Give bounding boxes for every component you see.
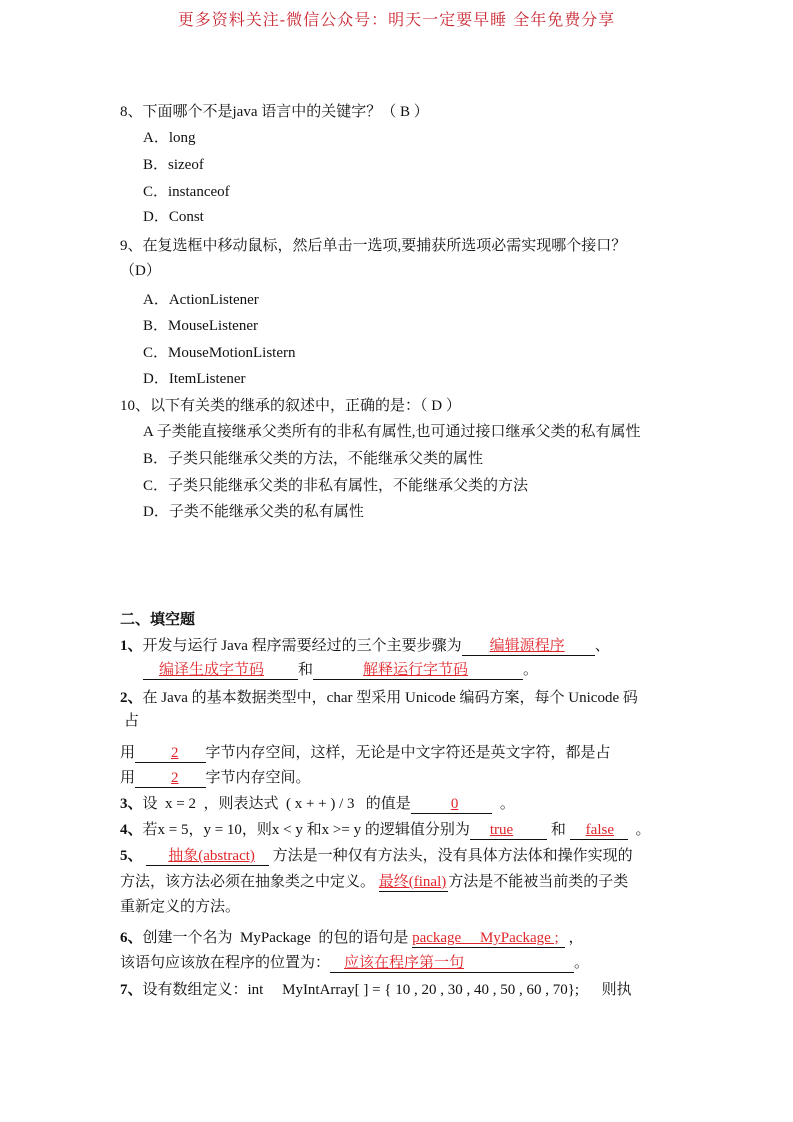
question-8: 8、下面哪个不是java 语言中的关键字？（ B ）: [120, 104, 429, 120]
fill-question-6: [120, 928, 583, 948]
q-text: 。: [492, 796, 515, 812]
q10-option-d: D．子类不能继承父类的私有属性: [143, 504, 364, 520]
answer: 最终(final): [378, 874, 447, 890]
fill-question-5: [120, 846, 633, 866]
q-number: 5、: [120, 848, 143, 864]
q-text: 用: [120, 770, 136, 786]
q-text: 、: [594, 638, 610, 654]
q-text: ，: [564, 930, 584, 946]
q-number: 2、: [120, 690, 143, 706]
q-text: 。: [628, 822, 651, 838]
q8-option-d: D．Const: [143, 209, 204, 225]
q-number: 1、: [120, 638, 143, 654]
answer: 2: [171, 770, 179, 786]
q10-option-b: B．子类只能继承父类的方法，不能继承父类的属性: [143, 451, 484, 467]
q9-option-d: D．ItemListener: [143, 371, 246, 387]
q-number: 4、: [120, 822, 143, 838]
answer: package MyPackage ;: [412, 930, 559, 946]
answer: 2: [171, 745, 179, 761]
q-text: 字节内存空间，这样，无论是中文字符还是英文字符，都是占: [205, 745, 611, 761]
q-text: 方法，该方法必须在抽象类之中定义。: [120, 874, 379, 890]
section-title: 二、填空题: [120, 612, 196, 628]
q-text: 重新定义的方法。: [120, 899, 241, 915]
fill-question-6-cont: [120, 953, 589, 973]
q-text: 。: [523, 662, 539, 678]
fill-question-2: [120, 688, 638, 708]
q-text: 字节内存空间。: [205, 770, 311, 786]
q9-option-b: B．MouseListener: [143, 318, 258, 334]
q-text: 方法是一种仅有方法头，没有具体方法体和操作实现的: [268, 848, 633, 864]
q-text: 。: [574, 955, 590, 971]
q9-answer: （D）: [120, 263, 161, 279]
q-text: 设有数组定义：int MyIntArray[ ] = { 10 , 20 , 30 , 40 , 50 , 60 , 70}; 则执: [142, 982, 632, 998]
q-text: 方法是不能被当前类的子类: [448, 874, 629, 890]
question-9: 9、在复选框中移动鼠标，然后单击一选项,要捕获所选项必需实现哪个接口？: [120, 238, 627, 254]
q8-option-c: C．instanceof: [143, 184, 230, 200]
q-text: 该语句应该放在程序的位置为：: [120, 955, 331, 971]
q-text: 在 Java 的基本数据类型中，char 型采用 Unicode 编码方案，每个 Unicode 码: [142, 690, 638, 706]
q9-option-a: A．ActionListener: [143, 292, 259, 308]
answer: 0: [450, 796, 459, 812]
fill-question-3: [120, 794, 515, 814]
fill-question-7: [120, 980, 632, 1000]
answer: true: [489, 822, 514, 838]
q-text: 和: [298, 662, 314, 678]
q8-option-b: B．sizeof: [143, 157, 204, 173]
q-text: 和: [550, 822, 570, 838]
q-number: 7、: [120, 982, 143, 998]
q9-option-c: C．MouseMotionListern: [143, 345, 296, 361]
answer: 编译生成字节码: [159, 662, 265, 678]
fill-question-5-cont: [120, 872, 628, 892]
fill-question-1-cont: [143, 660, 538, 680]
q10-option-c: C．子类只能继承父类的非私有属性，不能继承父类的方法: [143, 478, 529, 494]
answer: false: [585, 822, 614, 838]
fill-question-2-cont: [120, 743, 611, 763]
q10-option-a: A 子类能直接继承父类所有的非私有属性,也可通过接口继承父类的私有属性: [143, 424, 641, 440]
q-text: 用: [120, 745, 136, 761]
answer: 抽象(abstract): [168, 848, 255, 864]
q-text: 开发与运行 Java 程序需要经过的三个主要步骤为: [142, 638, 462, 654]
answer: 解释运行字节码: [363, 662, 469, 678]
q-number: 3、: [120, 796, 143, 812]
q-text: 占: [124, 713, 140, 729]
fill-question-2-cont2: [120, 768, 311, 788]
q8-option-a: A．long: [143, 130, 196, 146]
question-10: 10、以下有关类的继承的叙述中，正确的是：（ D ）: [120, 398, 461, 414]
q-text: 设 x = 2 ，则表达式 ( x + + ) / 3 的值是: [142, 796, 411, 812]
watermark-header: 更多资料关注-微信公众号：明天一定要早睡 全年免费分享: [177, 10, 616, 29]
fill-question-4: [120, 820, 651, 840]
answer: 应该在程序第一句: [344, 955, 465, 971]
q-text: 创建一个名为 MyPackage 的包的语句是: [142, 930, 413, 946]
answer: 编辑源程序: [489, 638, 565, 654]
q-number: 6、: [120, 930, 143, 946]
fill-question-1: [120, 636, 610, 656]
q-text: 若x = 5，y = 10，则x < y 和x >= y 的逻辑值分别为: [142, 822, 470, 838]
